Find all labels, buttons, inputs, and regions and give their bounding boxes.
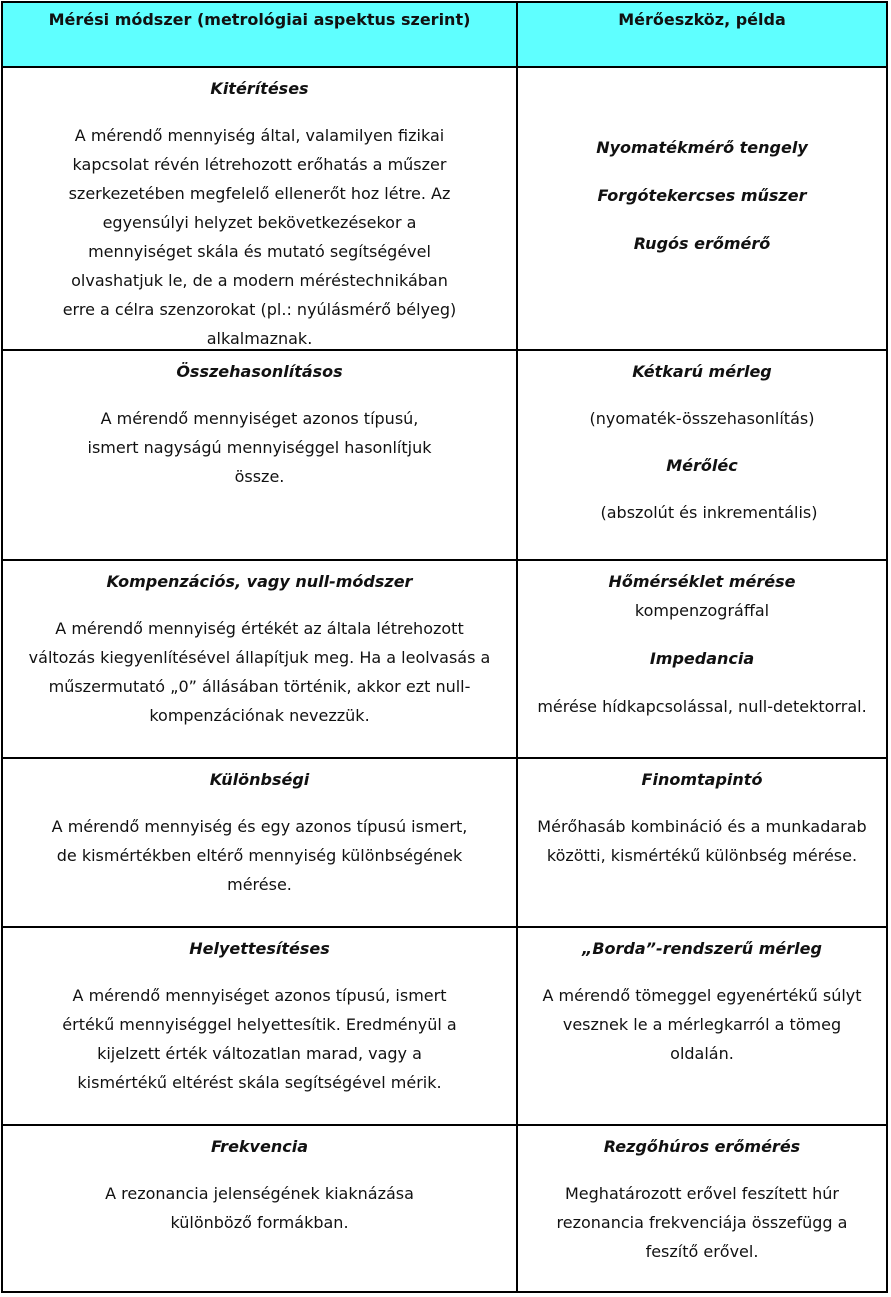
table-row (3, 68, 886, 351)
method-title: Helyettesítéses (189, 939, 330, 958)
method-description: A mérendő mennyiség által, valamilyen fizikai kapcsolat révén létrehozott erőhatás a műszer szerkezetében megfelelő ellenerőt hoz létre. Az egyensúlyi helyzet bekövetkezésekor a mennyiséget skála és mutató segítségével olvashatjuk le, de a modern méréstechnikában erre a célra szenzorokat (pl.: nyúlásmérő bélyeg) alkalmaznak. (62, 126, 457, 348)
method-cell (3, 928, 518, 1124)
example-title: Forgótekercses műszer (597, 186, 807, 205)
example-cell (518, 928, 886, 1124)
method-cell (3, 351, 518, 559)
example-cell (518, 68, 886, 349)
table-row (3, 351, 886, 561)
method-description: A rezonancia jelenségének kiaknázása különböző formákban. (105, 1184, 414, 1232)
example-cell (518, 561, 886, 757)
measurement-methods-table (1, 1, 888, 1293)
example-cell (518, 1126, 886, 1291)
example-description: (abszolút és inkrementális) (600, 503, 818, 522)
method-cell (3, 1126, 518, 1291)
table-row (3, 928, 886, 1126)
method-cell (3, 561, 518, 757)
header-example: Mérőeszköz, példa (618, 10, 786, 29)
example-title: Finomtapintó (641, 770, 763, 789)
method-cell (3, 68, 518, 349)
method-title: Kitérítéses (210, 79, 309, 98)
example-title: Rugós erőmérő (633, 234, 771, 253)
example-cell (518, 351, 886, 559)
header-method: Mérési módszer (metrológiai aspektus szerint) (3, 3, 518, 66)
example-description: kompenzográffal (634, 601, 770, 620)
example-description: Mérőhasáb kombináció és a munkadarab közötti, kismértékű különbség mérése. (537, 817, 867, 865)
example-title: Impedancia (649, 649, 755, 668)
table-header-row (3, 3, 886, 68)
method-title: Kompenzációs, vagy null-módszer (106, 572, 413, 591)
method-title: Összehasonlításos (176, 362, 343, 381)
example-description: mérése hídkapcsolással, null-detektorral. (537, 697, 867, 716)
method-title: Különbségi (209, 770, 310, 789)
example-title: Nyomatékmérő tengely (596, 138, 808, 157)
table-row (3, 1126, 886, 1291)
example-description: (nyomaték-összehasonlítás) (589, 409, 815, 428)
example-cell (518, 759, 886, 926)
method-cell (3, 759, 518, 926)
example-title: Hőmérséklet mérése (608, 572, 796, 591)
example-description: Meghatározott erővel feszített húr rezonancia frekvenciája összefügg a feszítő erővel. (556, 1184, 848, 1261)
method-description: A mérendő mennyiség és egy azonos típusú ismert, de kismértékben eltérő mennyiség különbségének mérése. (51, 817, 468, 894)
example-title: Kétkarú mérleg (632, 362, 772, 381)
method-description: A mérendő mennyiséget azonos típusú, ismert nagyságú mennyiséggel hasonlítjuk össze. (87, 409, 432, 486)
example-title: Mérőléc (666, 456, 738, 475)
example-title: „Borda”-rendszerű mérleg (582, 939, 822, 958)
example-title: Rezgőhúros erőmérés (603, 1137, 801, 1156)
table-row (3, 561, 886, 759)
method-title: Frekvencia (211, 1137, 308, 1156)
method-description: A mérendő mennyiség értékét az általa létrehozott változás kiegyenlítésével állapítjuk meg. Ha a leolvasás a műszermutató „0” állásában történik, akkor ezt null-kompenzációnak nevezzük. (28, 619, 491, 725)
method-description: A mérendő mennyiséget azonos típusú, ismert értékű mennyiséggel helyettesítik. Eredményül a kijelzett érték változatlan marad, vagy a kismértékű eltérést skála segítségével mérik. (62, 986, 457, 1092)
table-row (3, 759, 886, 928)
example-description: A mérendő tömeggel egyenértékű súlyt vesznek le a mérlegkarról a tömeg oldalán. (542, 986, 862, 1063)
